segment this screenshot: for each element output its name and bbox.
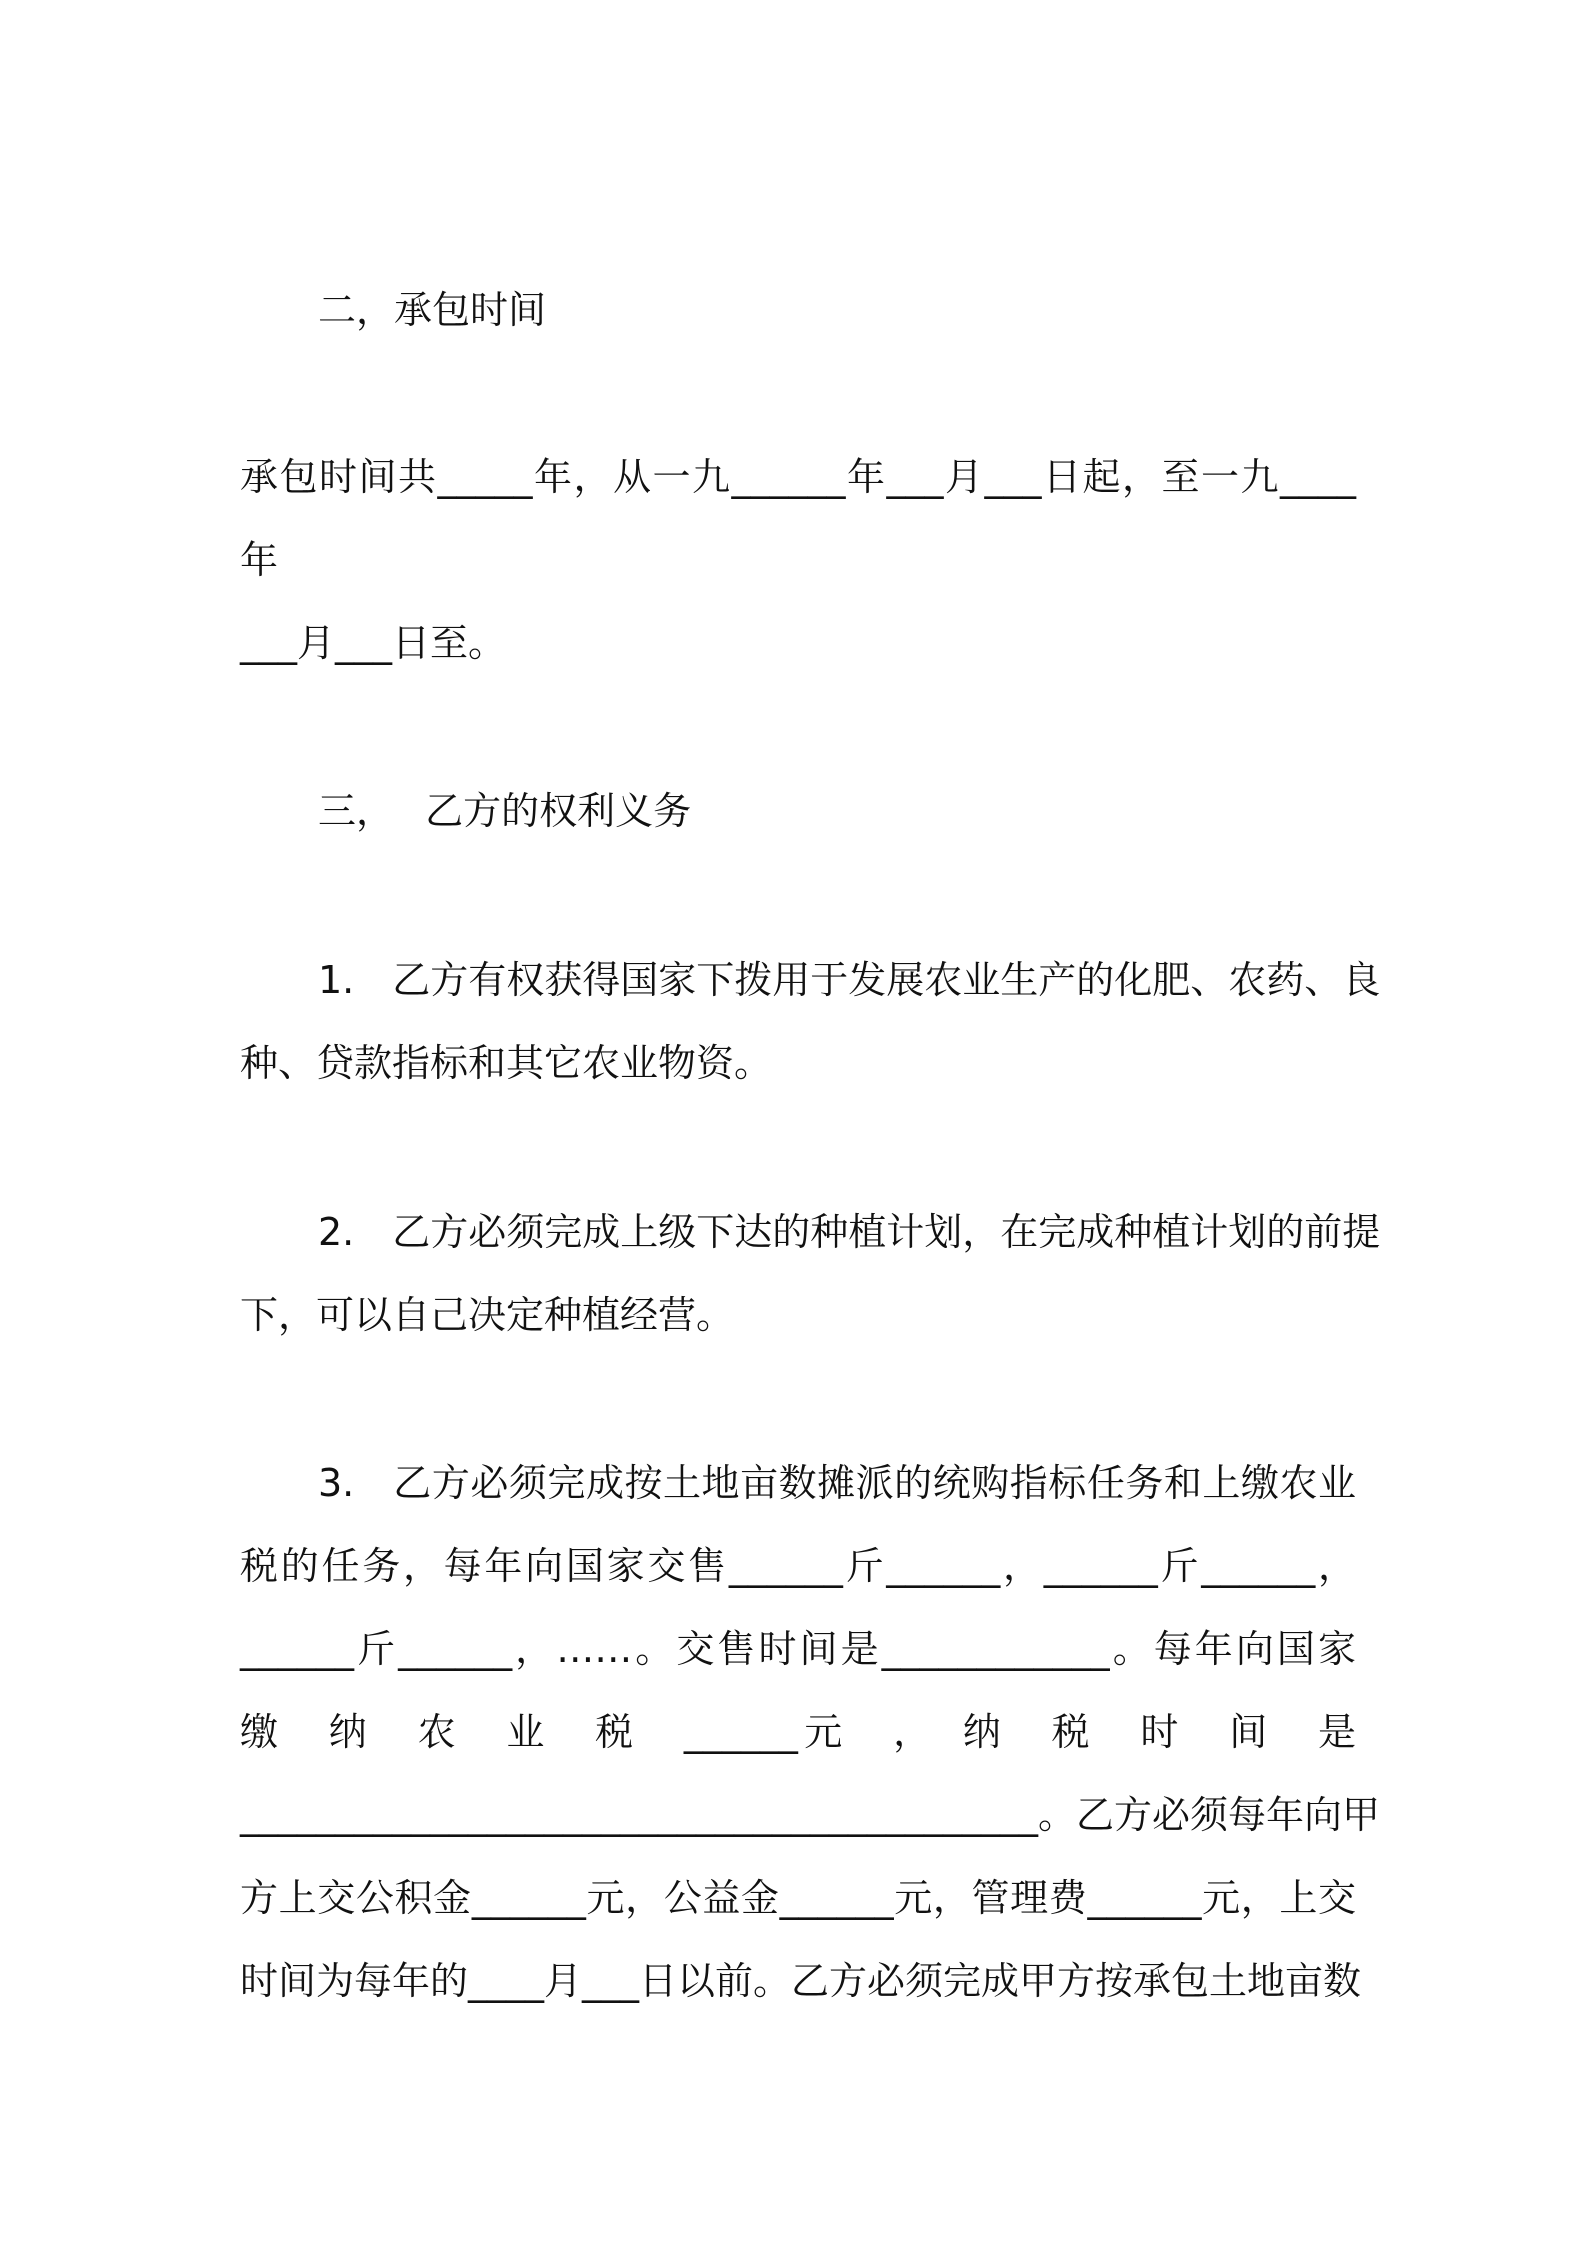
- item-3-line-7: 时间为每年的____月___日以前。乙方必须完成甲方按承包土地亩数: [240, 1959, 1362, 2003]
- contract-period-line-1: 承包时间共_____年，从一九______年___月___日起，至一九____: [240, 455, 1356, 499]
- item-3-line-3: ______斤______，……。交售时间是____________。每年向国家: [240, 1627, 1356, 1671]
- contract-period-line-2: 年: [240, 538, 279, 582]
- item-3-line-4: 缴 纳 农 业 税 ______元 ， 纳 税 时 间 是: [240, 1710, 1356, 1754]
- item-3-line-5: __________________________________________。乙方必须每年向甲: [240, 1793, 1381, 1837]
- item-2-line-2: 下，可以自己决定种植经营。: [240, 1293, 735, 1337]
- item-3-line-1: 3. 乙方必须完成按土地亩数摊派的统购指标任务和上缴农业: [318, 1461, 1356, 1505]
- item-3-line-2: 税的任务，每年向国家交售______斤______，______斤______，: [240, 1544, 1356, 1588]
- item-1-line-2: 种、贷款指标和其它农业物资。: [240, 1041, 773, 1085]
- item-3-line-6: 方上交公积金______元，公益金______元，管理费______元，上交: [240, 1876, 1356, 1920]
- item-1-line-1: 1. 乙方有权获得国家下拨用于发展农业生产的化肥、农药、良: [318, 958, 1381, 1002]
- contract-period-line-3: ___月___日至。: [240, 621, 507, 665]
- section-heading-contract-period: 二，承包时间: [318, 288, 547, 332]
- section-heading-party-b-rights: 三， 乙方的权利义务: [318, 789, 692, 833]
- item-2-line-1: 2. 乙方必须完成上级下达的种植计划，在完成种植计划的前提: [318, 1210, 1381, 1254]
